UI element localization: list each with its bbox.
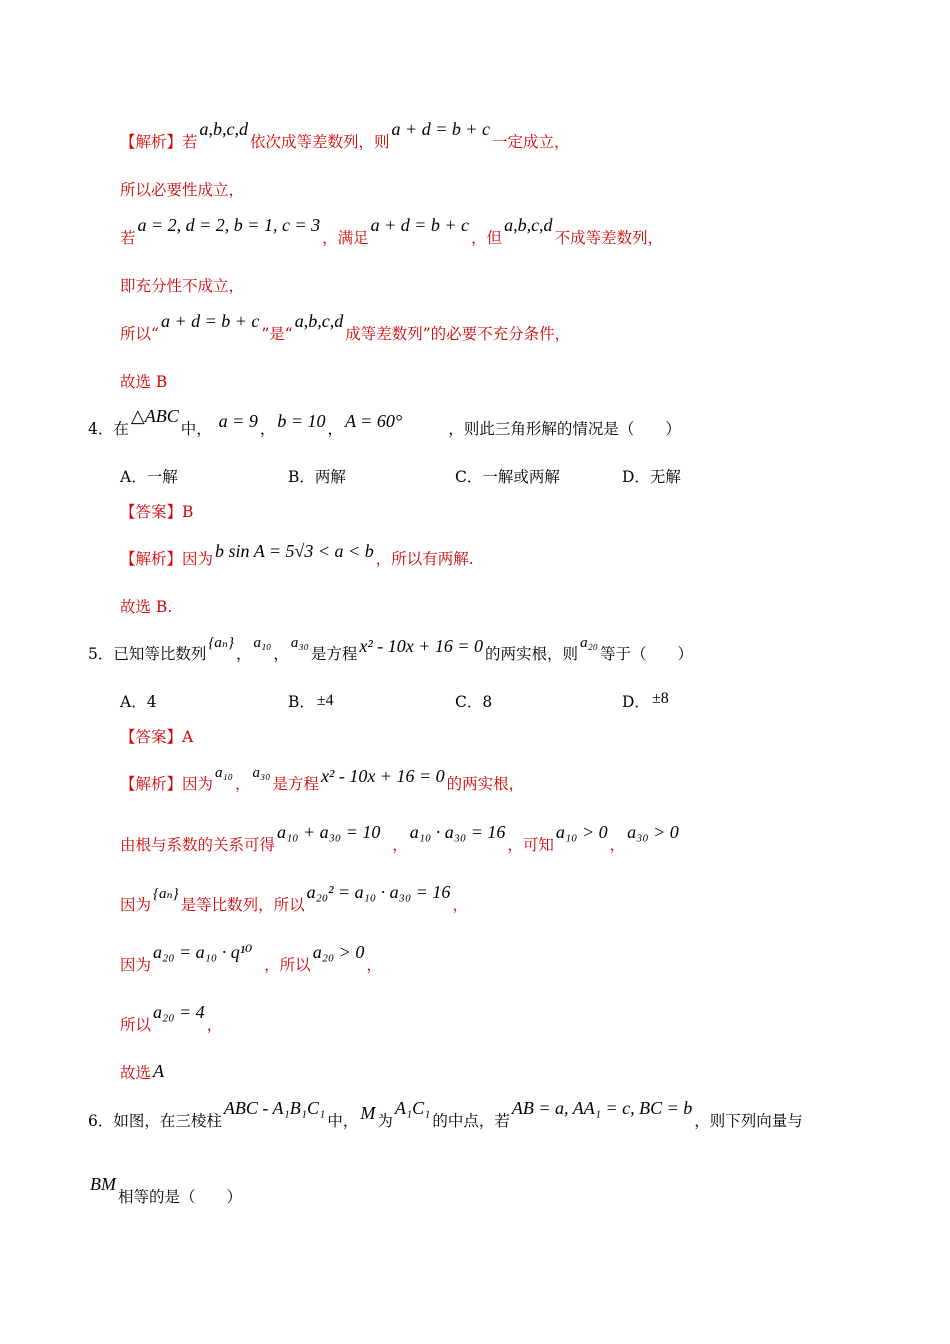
math-expr: ABC - A₁B₁C₁: [223, 1098, 326, 1118]
q3-analysis-line-2: 所以必要性成立，: [120, 181, 245, 199]
math-expr: b = 10: [277, 411, 326, 431]
q3-analysis-line-1: 【解析】若a,b,c,d依次成等差数列，则a + d = b + c一定成立，: [120, 119, 570, 151]
math-expr: a + d = b + c: [370, 215, 470, 235]
math-expr: a,b,c,d: [199, 119, 249, 139]
math-expr: a₁₀ · a₃₀ = 16: [409, 822, 506, 842]
q4-final-choice: 故选 B.: [120, 598, 173, 616]
math-expr: a₂₀ > 0: [312, 942, 365, 962]
q5-analysis-line-3: 因为{aₙ}是等比数列，所以a₂₀² = a₁₀ · a₃₀ = 16，: [120, 882, 468, 914]
math-expr: b sin A = 5√3 < a < b: [215, 541, 374, 561]
q3-analysis-line-4: 即充分性不成立，: [120, 277, 245, 295]
math-expr: a = 2, d = 2, b = 1, c = 3: [137, 215, 321, 235]
math-expr: a + d = b + c: [391, 119, 490, 139]
q4-analysis: 【解析】因为 b sin A = 5√3 < a < b ，所以有两解.: [120, 541, 474, 568]
analysis-tag: 【解析】: [120, 133, 183, 151]
math-expr: a = 9: [218, 411, 258, 431]
math-expr: {aₙ}: [208, 635, 234, 651]
q6-stem: 6．如图，在三棱柱ABC - A₁B₁C₁中， M 为A₁C₁的中点，若AB = a, AA₁ = c, BC = b，则下列向量与: [88, 1098, 803, 1130]
math-expr: x² - 10x + 16 = 0: [320, 766, 445, 786]
analysis-tag: 【解析】: [120, 775, 183, 793]
q4-option-d: D．无解: [622, 468, 681, 486]
math-expr: a₂₀ = 4: [153, 1002, 205, 1022]
math-expr: a₂₀: [580, 635, 598, 651]
q4-option-b: B．两解: [288, 468, 346, 486]
q3-final-choice: 故选 B: [120, 373, 168, 391]
q5-analysis-line-5: 所以a₂₀ = 4，: [120, 1002, 223, 1034]
q5-option-a: A．4: [120, 693, 157, 711]
math-expr: A = 60°: [345, 411, 403, 431]
analysis-tag: 【解析】: [120, 550, 183, 568]
math-expr: x² - 10x + 16 = 0: [359, 636, 484, 656]
math-expr: a,b,c,d: [294, 311, 344, 331]
q5-answer: 【答案】A: [120, 728, 194, 746]
q3-analysis-line-3: 若a = 2, d = 2, b = 1, c = 3，满足a + d = b + c，但a,b,c,d不成等差数列，: [120, 215, 664, 247]
q4-stem: 4．在△ABC中， a = 9 ， b = 10 ， A = 60° ，则此三角形解的情况是（ ）: [88, 406, 681, 438]
q3-analysis-line-5: 所以“a + d = b + c”是“a,b,c,d成等差数列”的必要不充分条件，: [120, 311, 571, 343]
q5-analysis-line-1: 【解析】因为a₁₀，a₃₀是方程 x² - 10x + 16 = 0 的两实根，: [120, 765, 525, 793]
math-expr: a₁₀: [215, 765, 233, 781]
q4-option-c: C．一解或两解: [455, 468, 560, 486]
q6-stem-cont: BM相等的是（ ）: [90, 1174, 243, 1206]
q5-option-b: B． ±4: [288, 692, 334, 711]
math-expr: a₁₀ + a₃₀ = 10: [277, 822, 381, 842]
q5-final-choice: 故选 A: [120, 1061, 165, 1082]
math-expr: BM: [90, 1174, 116, 1194]
math-expr: a₂₀² = a₁₀ · a₃₀ = 16: [306, 882, 451, 902]
q5-analysis-line-4: 因为a₂₀ = a₁₀ · q¹⁰ ，所以a₂₀ > 0，: [120, 942, 382, 974]
math-expr: a₃₀: [252, 765, 271, 781]
math-expr: A₁C₁: [394, 1098, 431, 1118]
math-expr: a₂₀ = a₁₀ · q¹⁰: [153, 942, 253, 962]
math-expr: a₁₀ > 0: [555, 822, 608, 842]
math-expr: a₁₀: [253, 635, 272, 651]
q4-answer: 【答案】B: [120, 503, 194, 521]
q5-analysis-line-2: 由根与系数的关系可得a₁₀ + a₃₀ = 10 ，a₁₀ · a₃₀ = 16，可知a₁₀ > 0，a₃₀ > 0: [120, 822, 679, 854]
math-expr: △ABC: [130, 406, 179, 426]
q5-option-c: C．8: [455, 693, 493, 711]
math-expr: a + d = b + c: [160, 311, 260, 331]
math-expr: a,b,c,d: [504, 215, 553, 235]
math-expr: a₃₀: [290, 635, 309, 651]
q5-stem: 5．已知等比数列{aₙ}，a₁₀，a₃₀是方程 x² - 10x + 16 = 0 的两实根，则a₂₀等于（ ）: [88, 635, 694, 663]
q5-option-d: D． ±8: [622, 690, 669, 711]
math-expr: {aₙ}: [153, 886, 179, 902]
math-expr: M: [360, 1103, 376, 1123]
math-expr: A: [153, 1061, 165, 1081]
math-expr: AB = a, AA₁ = c, BC = b: [511, 1098, 693, 1118]
math-expr: a₃₀ > 0: [627, 822, 679, 842]
q4-option-a: A．一解: [120, 468, 178, 486]
